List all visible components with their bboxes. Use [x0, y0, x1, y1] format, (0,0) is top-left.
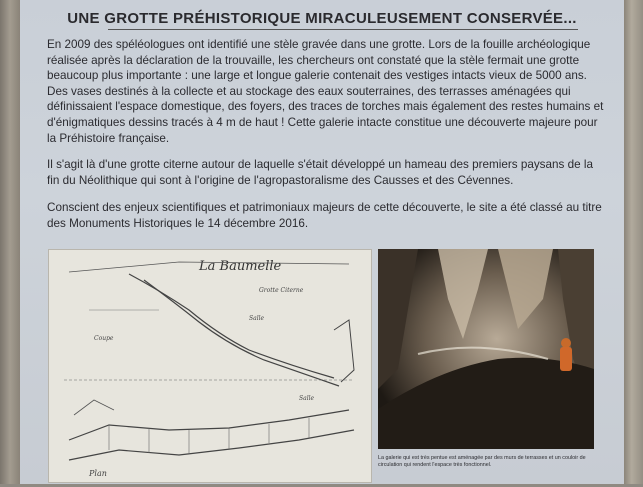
cave-photo: [378, 249, 594, 449]
cave-map-sketch: [49, 250, 371, 482]
panel-title: UNE GROTTE PRÉHISTORIQUE MIRACULEUSEMENT CONSERVÉE...: [67, 10, 577, 27]
info-panel: [20, 0, 624, 484]
svg-text:Salle: Salle: [299, 395, 315, 402]
svg-text:Coupe: Coupe: [94, 335, 114, 342]
svg-text:Grotte Citerne: Grotte Citerne: [259, 287, 304, 294]
paragraph-cistern: Il s'agit là d'une grotte citerne autour de laquelle s'était développé un hameau des premiers paysans de la fin du Néolithique qui sont à l'origine de l'agropastoralisme des Causses et des Cévennes.: [47, 158, 593, 187]
paragraph-discovery: En 2009 des spéléologues ont identifié une stèle gravée dans une grotte. Lors de la fouille archéologique réalisée après la déclaration de la trouvaille, les chercheurs ont constaté que la stèle fermait une grotte beaucoup plus importante : une large et longue galerie contenait des vestiges intacts vieux de 5000 ans. Des vases destinés à la collecte et au stockage des eaux souterraines, des terrasses aménagées qui définissaient l'espace domestique, des foyers, des traces de torches mais également des restes humains et d'énigmatiques dessins tracés à 4 m de haut ! Cette galerie intacte constitue une découverte majeure pour la Préhistoire française.: [47, 38, 604, 145]
title-underline: [108, 29, 578, 30]
map-heading: La Baumelle: [199, 259, 282, 274]
map-plan-label: Plan: [89, 469, 107, 478]
paragraph-classification: Conscient des enjeux scientifiques et patrimoniaux majeurs de cette découverte, le site a été classé au titre des Monuments Historiques le 14 décembre 2016.: [47, 201, 602, 230]
stone-wall-left: [0, 0, 20, 484]
cave-map-drawing: [48, 249, 372, 483]
cave-photo-illustration: [378, 249, 594, 449]
svg-text:Salle: Salle: [249, 315, 265, 322]
photo-caption: La galerie qui est très pentue est aménagée par des murs de terrasses et un couloir de circulation qui rendent l'espace très fonctionnel.: [378, 455, 586, 469]
stone-wall-right: [624, 0, 643, 484]
